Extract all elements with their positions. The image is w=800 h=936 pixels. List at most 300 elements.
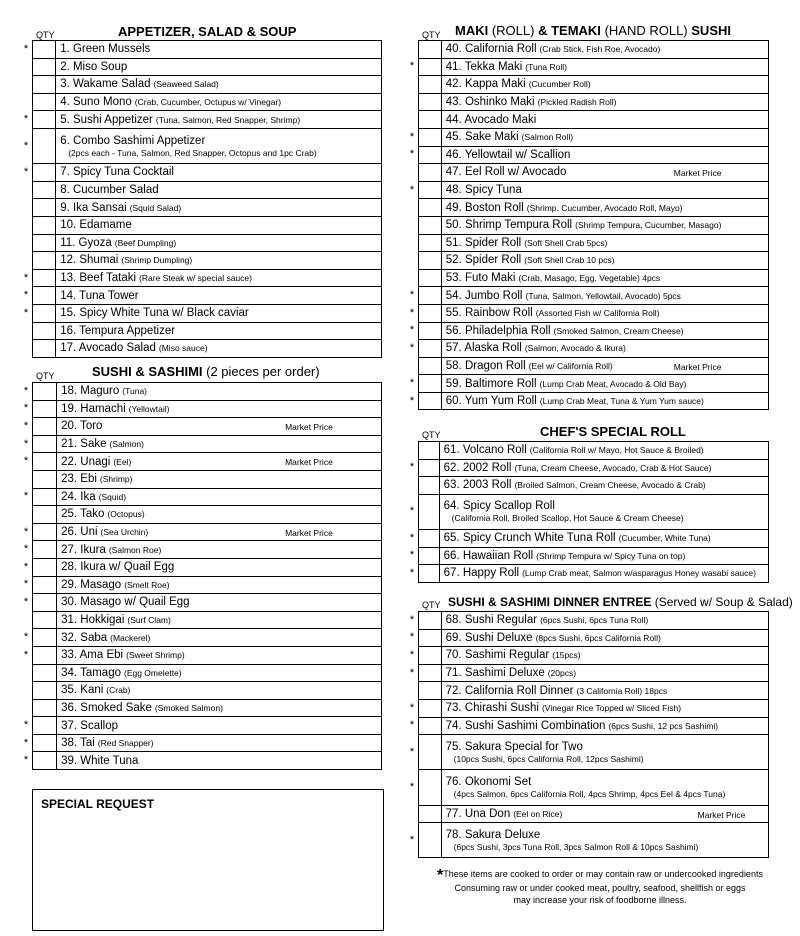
menu-item <box>57 629 382 647</box>
menu-row <box>33 76 382 94</box>
item-name: 41. Tekka Maki <box>445 60 523 73</box>
item-name: 38. Tai <box>61 737 95 750</box>
item-description: (Cucumber Roll) <box>528 79 591 90</box>
item-name: 45. Sake Maki <box>445 131 519 144</box>
qty-cell[interactable] <box>33 128 56 163</box>
item-description: (Crab, Cucumber, Octupus w/ Vinegar) <box>134 97 282 108</box>
qty-cell[interactable] <box>33 646 57 664</box>
qty-cell[interactable] <box>33 470 57 488</box>
menu-item <box>441 164 768 182</box>
menu-item <box>439 477 768 495</box>
qty-cell[interactable] <box>33 435 57 453</box>
qty-cell[interactable] <box>33 506 57 524</box>
qty-cell[interactable] <box>419 612 442 630</box>
item-description: (Squid) <box>98 491 127 502</box>
item-name: 61. Volcano Roll <box>443 444 527 457</box>
item-name: 65. Spicy Crunch White Tuna Roll <box>443 532 616 545</box>
menu-item <box>57 682 382 700</box>
raw-item-star-icon: * <box>23 719 29 732</box>
menu-item <box>441 41 768 59</box>
item-name: 25. Tako <box>61 508 105 521</box>
maki-title-b: (ROLL) <box>491 23 535 38</box>
raw-item-star-icon: * <box>409 701 415 714</box>
raw-item-star-icon: * <box>409 394 415 407</box>
item-name: 51. Spider Roll <box>445 236 522 249</box>
qty-cell[interactable] <box>33 199 56 217</box>
item-name: 58. Dragon Roll <box>445 359 526 372</box>
menu-item <box>56 269 382 287</box>
item-name: 72. California Roll Dinner <box>445 684 574 697</box>
raw-item-star-icon: * <box>409 377 415 390</box>
dinner-title-suffix: (Served w/ Soup & Salad) <box>654 595 793 609</box>
item-name: 69. Sushi Deluxe <box>445 631 533 644</box>
menu-row <box>419 664 769 682</box>
qty-cell[interactable] <box>419 41 442 59</box>
qty-cell[interactable] <box>33 304 56 322</box>
menu-item <box>441 717 768 735</box>
menu-item <box>57 734 382 752</box>
menu-row <box>419 823 769 858</box>
item-name: 7. Spicy Tuna Cocktail <box>60 166 174 179</box>
menu-row <box>419 111 769 129</box>
maki-title-c: & TEMAKI <box>538 23 601 38</box>
menu-item <box>441 58 768 76</box>
item-name: 8. Cucumber Salad <box>60 184 159 197</box>
menu-item <box>57 383 382 401</box>
qty-cell[interactable] <box>33 717 57 735</box>
qty-cell[interactable] <box>419 111 442 129</box>
raw-item-star-icon: * <box>409 531 415 544</box>
qty-cell[interactable] <box>33 611 57 629</box>
item-description: (Eel w/ California Roll) <box>528 360 613 371</box>
qty-cell[interactable] <box>33 752 57 770</box>
qty-cell[interactable] <box>419 547 440 565</box>
qty-cell[interactable] <box>33 269 56 287</box>
menu-item <box>441 629 768 647</box>
raw-item-star-icon: * <box>409 613 415 626</box>
menu-item <box>441 234 768 252</box>
qty-cell[interactable] <box>419 664 442 682</box>
menu-item <box>57 646 382 664</box>
item-description: (Lump Crab Meat, Avocado & Old Bay) <box>539 378 687 389</box>
qty-cell[interactable] <box>419 699 442 717</box>
raw-item-star-icon: * <box>409 719 415 732</box>
raw-item-star-icon: * <box>409 549 415 562</box>
qty-cell[interactable] <box>419 287 442 305</box>
item-name: 27. Ikura <box>61 543 106 556</box>
item-description: (Crab) <box>106 685 131 696</box>
item-name: 18. Maguro <box>61 385 120 398</box>
menu-row <box>33 164 382 182</box>
menu-item <box>56 199 382 217</box>
menu-item <box>439 494 768 529</box>
menu-item <box>56 111 382 129</box>
item-description: (6pcs Sushi, 6pcs Tuna Roll) <box>540 615 649 626</box>
item-description: (Broiled Salmon, Cream Cheese, Avocado & Crab) <box>514 480 706 491</box>
menu-row <box>33 418 382 436</box>
qty-cell[interactable] <box>419 216 442 234</box>
item-description: (Beef Dumpling) <box>114 237 177 248</box>
item-name: 47. Eel Roll w/ Avocado <box>445 166 567 179</box>
item-description: (Salmon, Avocado & Ikura) <box>524 343 626 354</box>
menu-row <box>33 717 382 735</box>
qty-cell[interactable] <box>419 269 442 287</box>
item-description: (Red Snapper) <box>97 738 154 749</box>
qty-cell[interactable] <box>419 392 442 410</box>
menu-row <box>33 470 382 488</box>
qty-cell[interactable] <box>419 805 442 823</box>
qty-cell[interactable] <box>33 594 57 612</box>
raw-item-star-icon: * <box>409 649 415 661</box>
menu-row <box>33 269 382 287</box>
raw-item-star-icon: * <box>23 596 29 608</box>
raw-item-star-icon: * <box>23 289 29 302</box>
qty-cell[interactable] <box>419 477 440 495</box>
qty-cell[interactable] <box>419 181 442 199</box>
menu-row <box>419 146 769 164</box>
item-name: 46. Yellowtail w/ Scallion <box>445 148 571 161</box>
maki-menu-table <box>418 40 769 410</box>
qty-cell[interactable] <box>419 304 442 322</box>
menu-row <box>419 547 769 565</box>
item-description: (Shrimp Dumpling) <box>121 255 193 266</box>
raw-item-star-icon: * <box>23 648 29 661</box>
item-name: 39. White Tuna <box>61 754 139 767</box>
qty-cell[interactable] <box>33 76 56 94</box>
menu-row <box>33 41 382 59</box>
item-name: 49. Boston Roll <box>445 201 524 214</box>
qty-cell[interactable] <box>33 488 57 506</box>
qty-cell[interactable] <box>33 93 56 111</box>
qty-cell[interactable] <box>33 629 57 647</box>
menu-row <box>33 181 382 199</box>
qty-cell[interactable] <box>419 322 442 340</box>
qty-cell[interactable] <box>419 76 442 94</box>
qty-cell[interactable] <box>33 664 57 682</box>
raw-item-star-icon: * <box>23 560 29 573</box>
item-name: 19. Hamachi <box>61 402 126 415</box>
item-description: (Sea Urchin) <box>100 527 149 538</box>
qty-cell[interactable] <box>419 442 440 460</box>
menu-row <box>419 41 769 59</box>
item-description: (10pcs Sushi, 6pcs California Roll, 12pcs Sashimi) <box>453 753 644 764</box>
menu-row <box>33 558 382 576</box>
raw-item-star-icon: * <box>409 833 415 846</box>
raw-item-star-icon: * <box>23 543 29 556</box>
item-description: (2pcs each - Tuna, Salmon, Red Snapper, Octopus and 1pc Crab) <box>68 147 317 158</box>
menu-row <box>419 181 769 199</box>
chef-menu-table <box>418 441 769 583</box>
item-name: 77. Una Don <box>445 807 511 820</box>
menu-item <box>441 322 768 340</box>
menu-row <box>419 216 769 234</box>
qty-cell[interactable] <box>33 164 56 182</box>
menu-row <box>33 252 382 270</box>
qty-cell[interactable] <box>33 558 57 576</box>
qty-cell[interactable] <box>33 523 57 541</box>
menu-row <box>33 611 382 629</box>
qty-cell[interactable] <box>33 541 57 559</box>
menu-row <box>419 612 769 630</box>
qty-cell[interactable] <box>419 629 442 647</box>
qty-cell[interactable] <box>419 770 442 805</box>
qty-cell[interactable] <box>419 164 442 182</box>
item-description: (Miso sauce) <box>158 343 208 354</box>
qty-cell[interactable] <box>419 357 442 375</box>
qty-cell[interactable] <box>33 418 57 436</box>
menu-row <box>33 383 382 401</box>
qty-cell[interactable] <box>419 565 440 583</box>
item-name: 68. Sushi Regular <box>445 614 538 627</box>
item-name: 70. Sashimi Regular <box>445 649 550 662</box>
raw-item-star-icon: * <box>409 148 415 161</box>
item-name: 1. Green Mussels <box>60 43 151 56</box>
item-description: (Rare Steak w/ special sauce) <box>139 273 252 284</box>
qty-cell[interactable] <box>33 322 56 340</box>
raw-item-star-icon: * <box>23 736 29 749</box>
item-description: (Salmon) <box>109 439 144 450</box>
item-description: (Lump Crab Meat, Tuna & Yum Yum sauce) <box>539 396 704 407</box>
menu-row <box>419 269 769 287</box>
raw-item-star-icon: * <box>23 402 29 415</box>
item-name: 9. Ika Sansai <box>60 201 127 214</box>
item-name: 71. Sashimi Deluxe <box>445 667 545 680</box>
qty-cell[interactable] <box>33 453 57 471</box>
menu-item <box>441 770 768 805</box>
menu-row <box>33 682 382 700</box>
item-description: (Shrimp. Cucumber, Avocado Roll, Mayo) <box>526 202 683 213</box>
raw-item-star-icon: * <box>23 525 29 538</box>
section-title-dinner <box>448 595 793 609</box>
menu-item <box>57 506 382 524</box>
dinner-menu-table <box>418 611 769 858</box>
menu-row <box>33 734 382 752</box>
menu-item <box>57 576 382 594</box>
raw-item-star-icon: * <box>23 754 29 767</box>
qty-cell[interactable] <box>33 287 56 305</box>
raw-item-star-icon: * <box>409 130 415 143</box>
menu-row <box>419 770 769 805</box>
sashimi-title-text: SUSHI & SASHIMI <box>92 364 203 379</box>
qty-cell[interactable] <box>419 735 442 770</box>
menu-item <box>57 541 382 559</box>
menu-item <box>441 340 768 358</box>
item-name: 63. 2003 Roll <box>443 479 512 492</box>
menu-row <box>419 805 769 823</box>
menu-item <box>57 699 382 717</box>
qty-label-dinner: QTY <box>422 600 441 610</box>
menu-item <box>441 76 768 94</box>
item-description: (Smoked Salmon) <box>154 702 223 713</box>
sashimi-menu-table <box>32 382 382 770</box>
footer-line-1 <box>420 868 780 882</box>
qty-cell[interactable] <box>419 529 440 547</box>
qty-cell[interactable] <box>419 823 442 858</box>
qty-cell[interactable] <box>33 234 56 252</box>
menu-row <box>33 453 382 471</box>
item-name: 28. Ikura w/ Quail Egg <box>61 561 175 574</box>
item-name: 40. California Roll <box>445 43 537 56</box>
menu-item <box>441 823 768 858</box>
item-description: (Mackerel) <box>110 632 151 643</box>
menu-item <box>441 199 768 217</box>
qty-cell[interactable] <box>33 576 57 594</box>
menu-item <box>441 111 768 129</box>
qty-cell[interactable] <box>419 375 442 393</box>
item-name: 10. Edamame <box>60 219 132 232</box>
menu-item <box>441 375 768 393</box>
item-description: (Vinegar Rice Topped w/ Sliced Fish) <box>541 703 682 714</box>
qty-cell[interactable] <box>419 340 442 358</box>
qty-cell[interactable] <box>33 682 57 700</box>
menu-row <box>33 111 382 129</box>
footer-line-1-text: These items are cooked to order or may contain raw or undercooked ingredients <box>443 869 763 879</box>
raw-item-star-icon: * <box>409 183 415 196</box>
item-name: 36. Smoked Sake <box>61 701 152 714</box>
menu-row <box>419 629 769 647</box>
menu-row <box>419 199 769 217</box>
qty-cell[interactable] <box>419 717 442 735</box>
qty-cell[interactable] <box>33 58 56 76</box>
menu-item <box>56 76 382 94</box>
menu-item <box>57 470 382 488</box>
sashimi-title-suffix: (2 pieces per order) <box>206 364 320 379</box>
menu-item <box>441 357 768 375</box>
qty-cell[interactable] <box>33 111 56 129</box>
item-description: (Yellowtail) <box>128 403 170 414</box>
item-name: 6. Combo Sashimi Appetizer <box>60 134 206 147</box>
item-description: (Smoked Salmon, Cream Cheese) <box>553 325 684 336</box>
item-name: 37. Scallop <box>61 719 118 732</box>
menu-row <box>419 164 769 182</box>
raw-item-star-icon: * <box>23 420 29 432</box>
item-description: (6pcs Sushi, 12 pcs Sashimi) <box>608 720 719 731</box>
raw-item-star-icon: * <box>409 666 415 679</box>
qty-cell[interactable] <box>419 494 440 529</box>
item-name: 42. Kappa Maki <box>445 78 526 91</box>
item-name: 54. Jumbo Roll <box>445 289 523 302</box>
market-price-label: Market Price <box>285 527 333 538</box>
item-description: (15pcs) <box>552 650 581 661</box>
qty-cell[interactable] <box>419 128 442 146</box>
menu-row <box>419 735 769 770</box>
footer-line-2: Consuming raw or under cooked meat, poultry, seafood, shellfish or eggs <box>454 883 746 893</box>
item-name: 21. Sake <box>61 438 107 451</box>
item-name: 73. Chirashi Sushi <box>445 702 539 715</box>
item-name: 16. Tempura Appetizer <box>60 324 176 337</box>
qty-cell[interactable] <box>33 340 56 358</box>
footer-star: * <box>437 867 444 884</box>
qty-cell[interactable] <box>33 699 57 717</box>
qty-cell[interactable] <box>419 252 442 270</box>
qty-cell[interactable] <box>419 199 442 217</box>
menu-item <box>56 128 382 163</box>
item-description: (Tuna Roll) <box>525 61 567 72</box>
menu-item <box>56 234 382 252</box>
menu-row <box>419 442 769 460</box>
menu-row <box>419 494 769 529</box>
menu-item <box>441 699 768 717</box>
special-request-box[interactable] <box>32 789 384 931</box>
qty-cell[interactable] <box>33 41 56 59</box>
menu-item <box>56 181 382 199</box>
qty-cell[interactable] <box>419 682 442 700</box>
qty-cell[interactable] <box>33 383 57 401</box>
menu-item <box>441 304 768 322</box>
qty-cell[interactable] <box>419 93 442 111</box>
item-name: 75. Sakura Special for Two <box>445 740 583 753</box>
qty-cell[interactable] <box>419 58 442 76</box>
qty-cell[interactable] <box>33 734 57 752</box>
item-name: 56. Philadelphia Roll <box>445 324 551 337</box>
item-description: (Squid Salad) <box>129 202 182 213</box>
menu-row <box>419 717 769 735</box>
item-name: 67. Happy Roll <box>443 567 520 580</box>
menu-row <box>419 58 769 76</box>
item-name: 24. Ika <box>61 490 96 503</box>
qty-cell[interactable] <box>33 400 57 418</box>
market-price-label: Market Price <box>285 457 333 468</box>
menu-item <box>57 664 382 682</box>
item-description: (Sweet Shrimp) <box>126 650 185 661</box>
item-name: 11. Gyoza <box>60 236 112 249</box>
menu-row <box>33 304 382 322</box>
menu-row <box>419 357 769 375</box>
qty-cell[interactable] <box>419 647 442 665</box>
menu-row <box>33 523 382 541</box>
item-name: 34. Tamago <box>61 666 121 679</box>
item-description: (Crab, Masago, Egg, Vegetable) 4pcs <box>518 273 661 284</box>
menu-item <box>57 400 382 418</box>
qty-cell[interactable] <box>33 181 56 199</box>
item-description: (Lump Crab meat, Salmon w/asparagus Honey wasabi sauce) <box>522 568 756 579</box>
market-price-label: Market Price <box>285 422 333 433</box>
qty-cell[interactable] <box>419 459 440 477</box>
menu-item <box>57 752 382 770</box>
item-name: 53. Futo Maki <box>445 272 516 285</box>
qty-cell[interactable] <box>419 146 442 164</box>
qty-cell[interactable] <box>419 234 442 252</box>
item-name: 30. Masago w/ Quail Egg <box>61 596 190 609</box>
raw-item-star-icon: * <box>23 384 29 397</box>
item-description: (8pcs Sushi, 6pcs California Roll) <box>535 632 661 643</box>
menu-row <box>33 287 382 305</box>
menu-item <box>441 181 768 199</box>
raw-item-star-icon: * <box>23 113 29 126</box>
menu-item <box>56 322 382 340</box>
maki-title-d: (HAND ROLL) <box>604 23 688 38</box>
raw-item-star-icon: * <box>409 306 415 319</box>
item-name: 59. Baltimore Roll <box>445 377 537 390</box>
qty-cell[interactable] <box>33 252 56 270</box>
item-description: (6pcs Sushi, 3pcs Tuna Roll, 3pcs Salmon Roll & 10pcs Sashimi) <box>453 841 699 852</box>
menu-row <box>33 58 382 76</box>
item-name: 44. Avocado Maki <box>445 113 537 126</box>
menu-row <box>419 234 769 252</box>
menu-item <box>441 128 768 146</box>
menu-item <box>57 453 382 471</box>
item-description: (Assorted Fish w/ California Roll) <box>535 308 660 319</box>
menu-item <box>441 269 768 287</box>
item-description: (Cucumber, White Tuna) <box>618 533 711 544</box>
item-name: 33. Ama Ebi <box>61 649 124 662</box>
item-name: 74. Sushi Sashimi Combination <box>445 719 606 732</box>
item-name: 60. Yum Yum Roll <box>445 395 537 408</box>
item-description: (3 California Roll) 18pcs <box>576 685 668 696</box>
item-name: 15. Spicy White Tuna w/ Black caviar <box>60 307 249 320</box>
qty-cell[interactable] <box>33 216 56 234</box>
item-description: (Surf Clam) <box>127 615 171 626</box>
